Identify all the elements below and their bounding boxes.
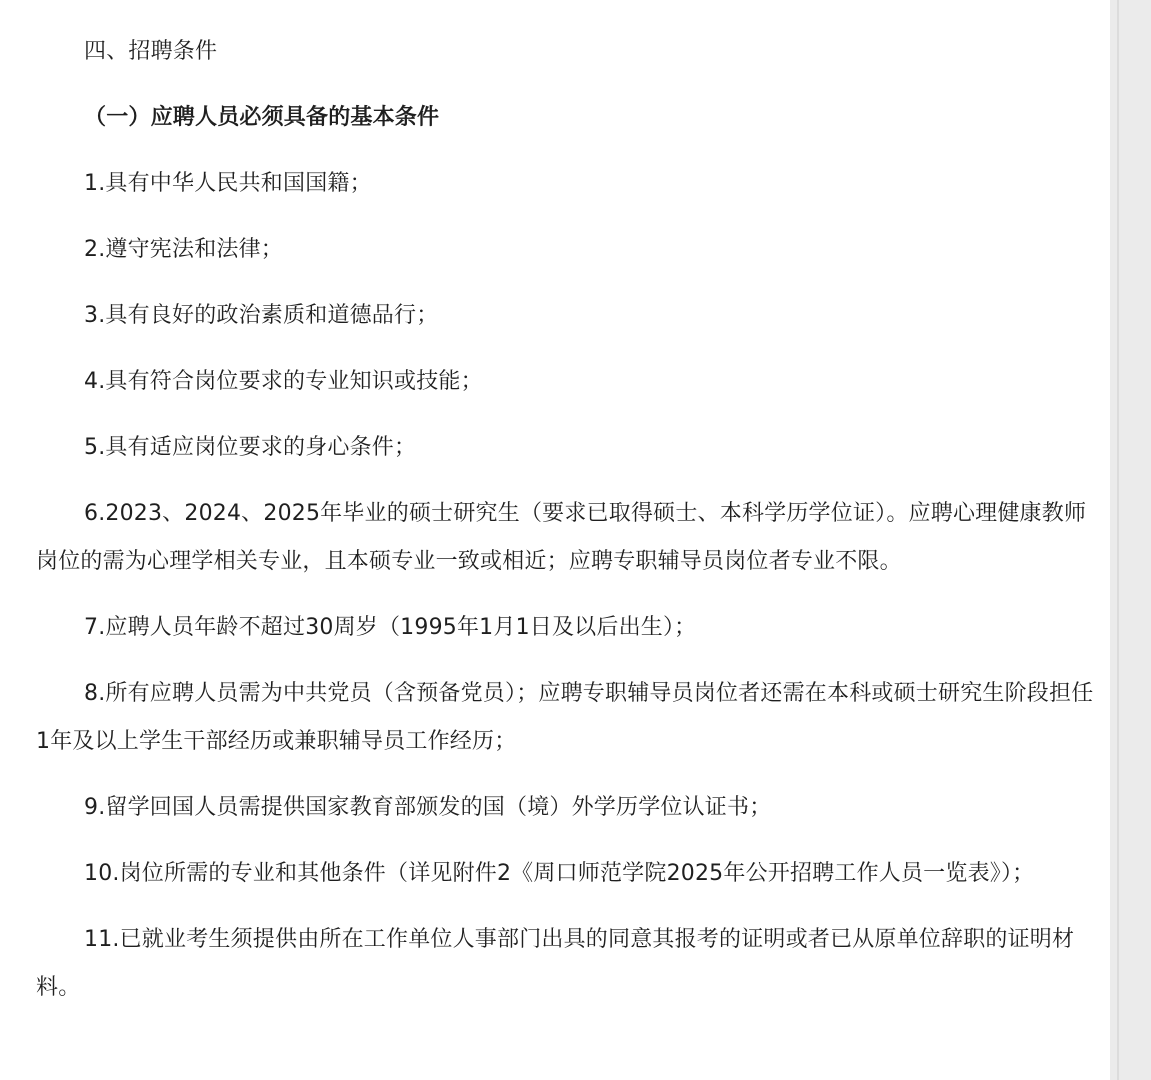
- section-title: 四、招聘条件: [84, 39, 218, 64]
- scrollbar-track[interactable]: [1110, 0, 1151, 1080]
- condition-item-7: 7.应聘人员年龄不超过30周岁（1995年1月1日及以后出生）；: [84, 615, 697, 640]
- scrollbar-line: [1117, 0, 1119, 1080]
- condition-item-1: 1.具有中华人民共和国国籍；: [84, 171, 372, 196]
- document-body: [36, 28, 1096, 1030]
- condition-item-4: 4.具有符合岗位要求的专业知识或技能；: [84, 369, 483, 394]
- condition-item-8: 8.所有应聘人员需为中共党员（含预备党员）；应聘专职辅导员岗位者还需在本科或硕士研究生阶段担任1年及以上学生干部经历或兼职辅导员工作经历；: [36, 681, 1094, 754]
- condition-item-5: 5.具有适应岗位要求的身心条件；: [84, 435, 417, 460]
- condition-item-11: 11.已就业考生须提供由所在工作单位人事部门出具的同意其报考的证明或者已从原单位辞职的证明材料。: [36, 927, 1075, 1000]
- condition-item-9: 9.留学回国人员需提供国家教育部颁发的国（境）外学历学位认证书；: [84, 795, 772, 820]
- condition-item-6: 6.2023、2024、2025年毕业的硕士研究生（要求已取得硕士、本科学历学位证）。应聘心理健康教师岗位的需为心理学相关专业，且本硕专业一致或相近；应聘专职辅导员岗位者专业不限。: [36, 501, 1087, 574]
- condition-item-10: 10.岗位所需的专业和其他条件（详见附件2《周口师范学院2025年公开招聘工作人员一览表》）；: [84, 861, 1035, 886]
- condition-item-2: 2.遵守宪法和法律；: [84, 237, 283, 262]
- condition-item-3: 3.具有良好的政治素质和道德品行；: [84, 303, 439, 328]
- subheading: （一）应聘人员必须具备的基本条件: [84, 105, 440, 130]
